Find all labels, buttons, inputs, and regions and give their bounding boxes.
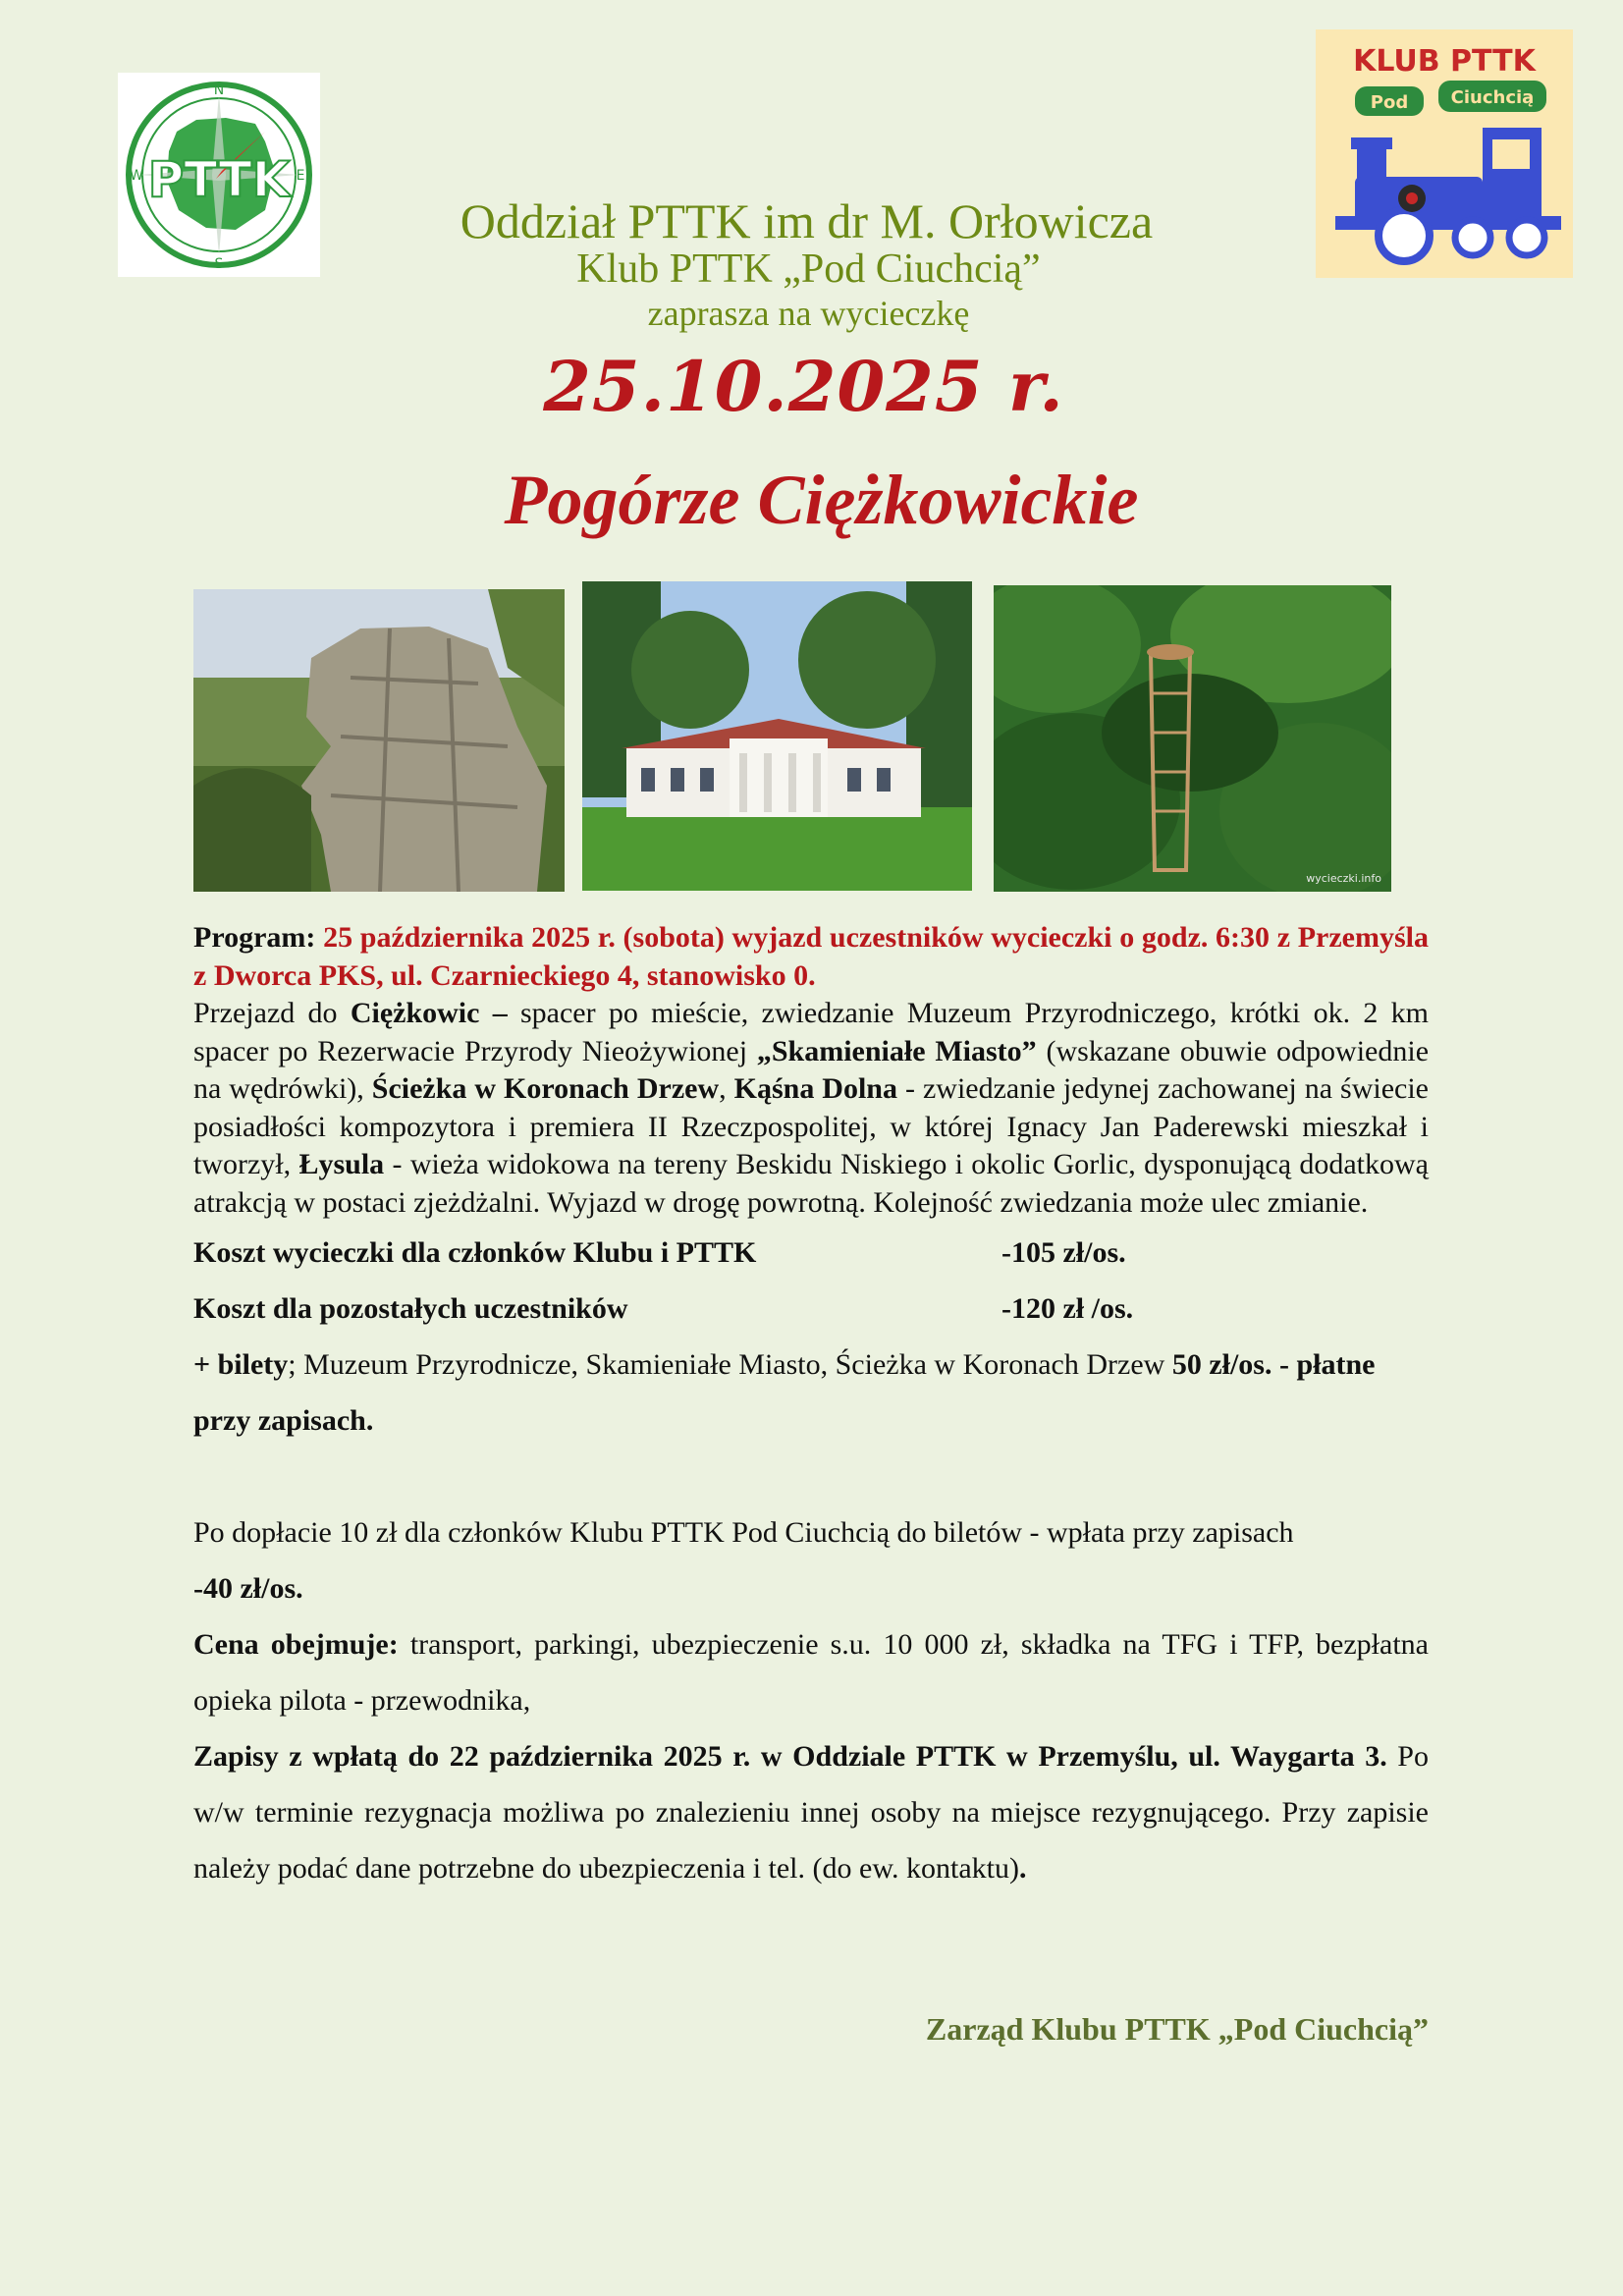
trip-date: 25.10.2025 r.: [543, 346, 1064, 427]
program-paragraph: Program: 25 października 2025 r. (sobota) wyjazd uczestników wycieczki o godz. 6:30 z Przemyśla z Dworca PKS, ul. Czarnieckiego 4, stanowisko 0. Przejazd do Ciężkowic – spacer po mieście, zwiedzanie Muzeum Przyrodniczego, krótki ok. 2 km spacer po Rezerwacie Przyrody Nieożywionej „Skamieniałe Miasto” (wskazane obuwie odpowiednie na wędrówki), Ścieżka w Koronach Drzew, Kąśna Dolna - zwiedzanie jedynej zachowanej na świecie posiadłości kompozytora i premiera II Rzeczpospolitej, w której Ignacy Jan Paderewski mieszkał i tworzył, Łysula - wieża widokowa na tereny Beskidu Niskiego i okolic Gorlic, dysponującą dodatkową atrakcją w postaci zjeżdżalni. Wyjazd w drogę powrotną. Kolejność zwiedzania może ulec zmianie.: [193, 921, 1430, 1219]
departure-info: 25 października 2025 r. (sobota) wyjazd uczestników wycieczki o godz. 6:30 z Przemyśla z Dworca PKS, ul. Czarnieckiego 4, stanowisko 0.: [193, 921, 1429, 992]
svg-text:N: N: [213, 82, 225, 98]
signature: Zarząd Klubu PTTK „Pod Ciuchcią”: [925, 2011, 1429, 2047]
trip-details: [193, 919, 1429, 1896]
photo-watermark: wycieczki.info: [1306, 872, 1381, 885]
price-includes-paragraph: Cena obejmuje: transport, parkingi, ubezpieczenie s.u. 10 000 zł, składka na TFG i TFP, bezpłatna opieka pilota - przewodnika,: [193, 1628, 1429, 1717]
cost-row-members: Koszt wycieczki dla członków Klubu i PTTK -105 zł/os.: [193, 1236, 1126, 1269]
logo-text: PTTK: [147, 151, 291, 208]
photo-manor-house: [582, 581, 972, 891]
photo-observation-tower: [994, 585, 1391, 892]
svg-text:Pod: Pod: [1370, 92, 1409, 113]
svg-text:S: S: [214, 256, 224, 272]
photo-rock-formation: [193, 589, 565, 892]
cost-row-others: Koszt dla pozostałych uczestników -120 zł /os.: [193, 1292, 1134, 1325]
club-name: Klub PTTK „Pod Ciuchcią”: [576, 246, 1041, 292]
svg-text:W: W: [130, 168, 143, 184]
tickets-paragraph: + bilety; Muzeum Przyrodnicze, Skamieniałe Miasto, Ścieżka w Koronach Drzew 50 zł/os. - płatne przy zapisach.: [193, 1348, 1376, 1437]
surcharge-paragraph: Po dopłacie 10 zł dla członków Klubu PTTK Pod Ciuchcią do biletów - wpłata przy zapisach -40 zł/os.: [193, 1516, 1294, 1605]
organizer-name: Oddział PTTK im dr M. Orłowicza: [460, 193, 1154, 248]
program-label: Program:: [193, 921, 316, 954]
svg-text:Ciuchcią: Ciuchcią: [1450, 87, 1535, 108]
invitation-line: zaprasza na wycieczkę: [647, 294, 970, 333]
trip-title: Pogórze Ciężkowickie: [504, 461, 1139, 539]
registration-paragraph: Zapisy z wpłatą do 22 października 2025 r. w Oddziale PTTK w Przemyślu, ul. Waygarta 3. Po w/w terminie rezygnacja możliwa po znalezieniu innej osoby na miejsce rezygnującego. Przy zapisie należy podać dane potrzebne do ubezpieczenia i tel. (do ew. kontaktu).: [193, 1740, 1429, 1885]
club-logo-title: KLUB PTTK: [1353, 44, 1536, 79]
svg-text:E: E: [296, 168, 305, 184]
